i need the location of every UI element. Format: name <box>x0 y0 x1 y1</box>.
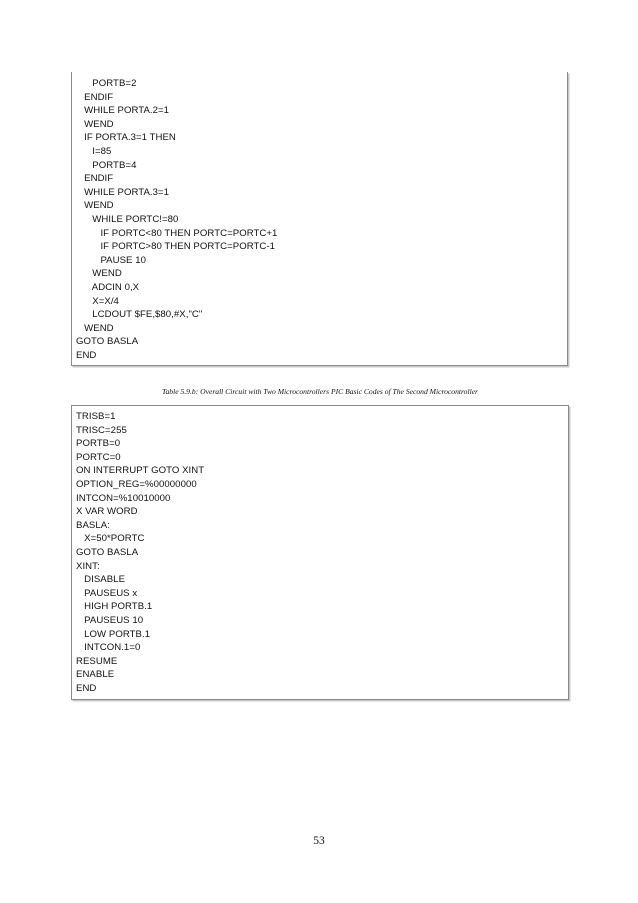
code-line: TRISC=255 <box>76 424 127 436</box>
code-line: HIGH PORTB.1 <box>76 601 153 613</box>
code-line: WHILE PORTA.2=1 <box>76 105 170 117</box>
code-line: ADCIN 0,X <box>76 281 140 293</box>
code-line: PORTB=4 <box>76 159 137 171</box>
code-line: ENDIF <box>76 173 114 185</box>
code-line: I=85 <box>76 145 112 157</box>
code-line: RESUME <box>76 655 118 667</box>
code-line: X VAR WORD <box>76 506 138 518</box>
code-line: LCDOUT $FE,$80,#X,"C" <box>76 309 203 321</box>
code-line: PORTC=0 <box>76 451 121 463</box>
code-line: WEND <box>76 118 114 130</box>
page-number: 53 <box>313 835 325 847</box>
code-line: PAUSE 10 <box>76 254 146 266</box>
code-line: XINT: <box>76 560 100 572</box>
code-line: IF PORTA.3=1 THEN <box>76 132 176 144</box>
code-line: BASLA: <box>76 519 110 531</box>
code-line: OPTION_REG=%00000000 <box>76 478 197 490</box>
code-line: TRISB=1 <box>76 411 116 422</box>
code-line: END <box>76 349 97 361</box>
code-line: WEND <box>76 200 114 212</box>
code-block-continued <box>71 72 568 366</box>
code-line: WHILE PORTA.3=1 <box>76 186 170 198</box>
code-line: INTCON.1=0 <box>76 642 141 654</box>
code-line: WEND <box>76 322 114 334</box>
code-line: IF PORTC>80 THEN PORTC=PORTC-1 <box>76 241 276 253</box>
code-line: ENDIF <box>76 91 114 103</box>
code-line: WHILE PORTC!=80 <box>76 213 179 225</box>
code-line: END <box>76 682 97 694</box>
code-line: INTCON=%10010000 <box>76 492 171 504</box>
table-caption: Table 5.9.b: Overall Circuit with Two Microcontrollers PIC Basic Codes of The Second Microcontroller <box>161 387 479 396</box>
code-block-second-microcontroller <box>71 405 569 700</box>
code-line: PORTB=2 <box>76 78 137 89</box>
code-line: X=50*PORTC <box>76 533 145 545</box>
code-line: GOTO BASLA <box>76 336 139 348</box>
code-line: WEND <box>76 268 122 280</box>
code-line: PAUSEUS 10 <box>76 614 144 626</box>
code-lines <box>76 410 564 695</box>
code-line: PAUSEUS x <box>76 587 138 599</box>
code-line: DISABLE <box>76 574 126 586</box>
code-line: ENABLE <box>76 669 115 681</box>
code-line: IF PORTC<80 THEN PORTC=PORTC+1 <box>76 227 278 239</box>
code-line: LOW PORTB.1 <box>76 628 151 640</box>
code-line: X=X/4 <box>76 295 119 307</box>
code-line: PORTB=0 <box>76 438 121 450</box>
code-line: ON INTERRUPT GOTO XINT <box>76 465 205 477</box>
code-lines <box>76 77 563 362</box>
code-line: GOTO BASLA <box>76 546 139 558</box>
